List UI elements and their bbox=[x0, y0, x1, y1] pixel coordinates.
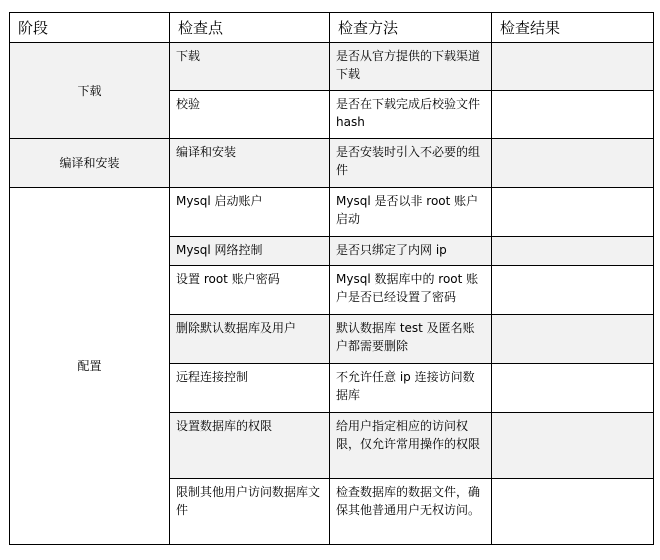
result-cell bbox=[492, 91, 654, 139]
header-stage: 阶段 bbox=[10, 13, 170, 43]
method-cell: 是否从官方提供的下载渠道下载 bbox=[330, 43, 492, 91]
result-cell bbox=[492, 188, 654, 237]
header-checkpoint: 检查点 bbox=[170, 13, 330, 43]
header-result: 检查结果 bbox=[492, 13, 654, 43]
result-cell bbox=[492, 315, 654, 364]
method-cell: 是否安装时引入不必要的组件 bbox=[330, 139, 492, 188]
checkpoint-cell: 限制其他用户访问数据库文件 bbox=[170, 479, 330, 545]
result-cell bbox=[492, 413, 654, 479]
stage-cell: 编译和安装 bbox=[10, 139, 170, 188]
method-cell: 不允许任意 ip 连接访问数据库 bbox=[330, 364, 492, 413]
header-method: 检查方法 bbox=[330, 13, 492, 43]
result-cell bbox=[492, 479, 654, 545]
stage-cell: 配置 bbox=[10, 188, 170, 545]
result-cell bbox=[492, 237, 654, 266]
table-row bbox=[10, 139, 654, 188]
method-cell: 检查数据库的数据文件，确保其他普通用户无权访问。 bbox=[330, 479, 492, 545]
table-row bbox=[10, 188, 654, 237]
checkpoint-cell: 校验 bbox=[170, 91, 330, 139]
checkpoint-cell: 编译和安装 bbox=[170, 139, 330, 188]
header-row bbox=[10, 13, 654, 43]
checklist-table bbox=[9, 12, 654, 545]
result-cell bbox=[492, 266, 654, 315]
stage-cell: 下载 bbox=[10, 43, 170, 139]
method-cell: 给用户指定相应的访问权限，仅允许常用操作的权限 bbox=[330, 413, 492, 479]
checkpoint-cell: 远程连接控制 bbox=[170, 364, 330, 413]
method-cell: 是否只绑定了内网 ip bbox=[330, 237, 492, 266]
result-cell bbox=[492, 139, 654, 188]
method-cell: 默认数据库 test 及匿名账户都需要删除 bbox=[330, 315, 492, 364]
checkpoint-cell: 下载 bbox=[170, 43, 330, 91]
checkpoint-cell: Mysql 启动账户 bbox=[170, 188, 330, 237]
result-cell bbox=[492, 364, 654, 413]
checkpoint-cell: 设置数据库的权限 bbox=[170, 413, 330, 479]
method-cell: Mysql 数据库中的 root 账户是否已经设置了密码 bbox=[330, 266, 492, 315]
method-cell: 是否在下载完成后校验文件 hash bbox=[330, 91, 492, 139]
method-cell: Mysql 是否以非 root 账户启动 bbox=[330, 188, 492, 237]
table-row bbox=[10, 43, 654, 91]
checkpoint-cell: Mysql 网络控制 bbox=[170, 237, 330, 266]
checkpoint-cell: 删除默认数据库及用户 bbox=[170, 315, 330, 364]
result-cell bbox=[492, 43, 654, 91]
checkpoint-cell: 设置 root 账户密码 bbox=[170, 266, 330, 315]
